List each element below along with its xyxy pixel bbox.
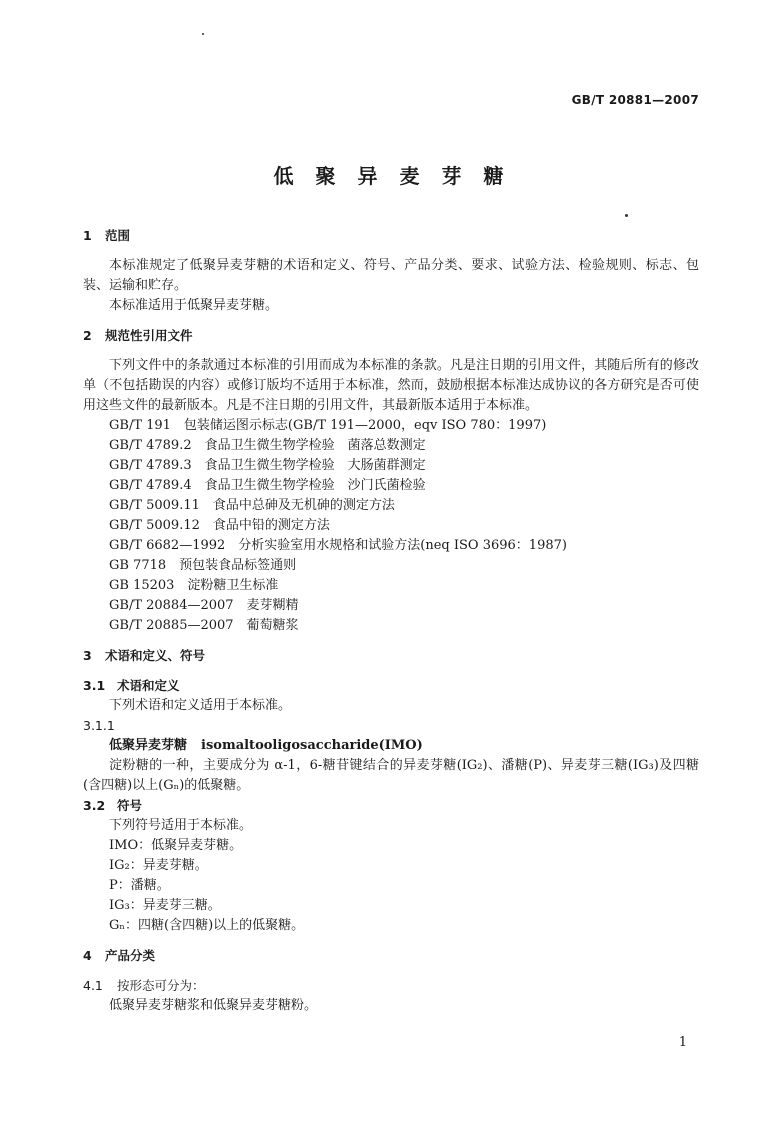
- subsection-title: 按形态可分为：: [117, 978, 205, 993]
- reference-item: GB/T 20884—2007 麦芽糊精: [109, 598, 299, 613]
- paragraph: 低聚异麦芽糖浆和低聚异麦芽糖粉。: [109, 998, 318, 1013]
- reference-item: GB/T 4789.2 食品卫生微生物学检验 菌落总数测定: [109, 438, 426, 453]
- subsection-number: 4.1: [83, 978, 103, 993]
- subsection-title: 术语和定义: [117, 678, 180, 693]
- section-title: 产品分类: [105, 948, 156, 963]
- symbol-list: [83, 836, 699, 936]
- scan-speck: [625, 214, 628, 217]
- reference-item: GB 15203 淀粉糖卫生标准: [109, 578, 279, 593]
- paragraph: 下列文件中的条款通过本标准的引用而成为本标准的条款。凡是注日期的引用文件，其随后所有的修改单（不包括勘误的内容）或修订版均不适用于本标准，然而，鼓励根据本标准达成协议的各方研究是否可使用这些文件的最新版本。凡是不注日期的引用文件，其最新版本适用于本标准。: [83, 358, 699, 413]
- document-title: 低聚异麦芽糖: [273, 164, 526, 188]
- section-title: 术语和定义、符号: [105, 648, 206, 663]
- symbol-item: Gₙ：四糖(含四糖)以上的低聚糖。: [109, 918, 305, 933]
- section-title: 范围: [105, 228, 131, 243]
- subsection-title: 符号: [117, 798, 143, 813]
- page-number: 1: [678, 1035, 687, 1050]
- reference-list: [83, 416, 699, 636]
- paragraph: 下列符号适用于本标准。: [109, 818, 253, 833]
- reference-item: GB/T 5009.12 食品中铅的测定方法: [109, 518, 330, 533]
- section-number: 2: [83, 328, 92, 343]
- reference-item: GB/T 5009.11 食品中总砷及无机砷的测定方法: [109, 498, 395, 513]
- section-3-heading: [83, 646, 699, 666]
- subsection-3-1-heading: [83, 676, 699, 696]
- term-entry: [83, 736, 699, 756]
- subsection-3-2-heading: [83, 796, 699, 816]
- reference-item: GB/T 4789.4 食品卫生微生物学检验 沙门氏菌检验: [109, 478, 426, 493]
- paragraph: 本标准适用于低聚异麦芽糖。: [109, 298, 279, 313]
- section-number: 4: [83, 948, 92, 963]
- section-number: 1: [83, 228, 92, 243]
- term-chinese: 低聚异麦芽糖: [109, 738, 188, 753]
- symbol-item: P：潘糖。: [109, 878, 170, 893]
- subsection-number: 3.1: [83, 678, 106, 693]
- term-definition: 淀粉糖的一种，主要成分为 α-1，6-糖苷键结合的异麦芽糖(IG₂)、潘糖(P)、异麦芽三糖(IG₃)及四糖(含四糖)以上(Gₙ)的低聚糖。: [83, 758, 699, 793]
- symbol-item: IG₃：异麦芽三糖。: [109, 898, 221, 913]
- reference-item: GB/T 191 包装储运图示标志(GB/T 191—2000，eqv ISO 780：1997): [109, 418, 547, 433]
- symbol-item: IMO：低聚异麦芽糖。: [109, 838, 243, 853]
- scan-speck: [202, 33, 204, 35]
- reference-item: GB 7718 预包装食品标签通则: [109, 558, 297, 573]
- reference-item: GB/T 4789.3 食品卫生微生物学检验 大肠菌群测定: [109, 458, 426, 473]
- section-title: 规范性引用文件: [105, 328, 193, 343]
- standard-code: GB/T 20881—2007: [571, 93, 699, 107]
- reference-item: GB/T 6682—1992 分析实验室用水规格和试验方法(neq ISO 3696：1987): [109, 538, 567, 553]
- section-number: 3: [83, 648, 92, 663]
- reference-item: GB/T 20885—2007 葡萄糖浆: [109, 618, 299, 633]
- symbol-item: IG₂：异麦芽糖。: [109, 858, 208, 873]
- clause-3-1-1-number: 3.1.1: [83, 718, 115, 733]
- term-english: isomaltooligosaccharide(IMO): [201, 738, 423, 753]
- subsection-4-1-heading: [83, 976, 699, 996]
- section-2-heading: [83, 326, 699, 346]
- document-body: [83, 226, 699, 1016]
- section-4-heading: [83, 946, 699, 966]
- paragraph: 本标准规定了低聚异麦芽糖的术语和定义、符号、产品分类、要求、试验方法、检验规则、标志、包装、运输和贮存。: [83, 258, 699, 293]
- section-1-heading: [83, 226, 699, 246]
- paragraph: 下列术语和定义适用于本标准。: [109, 698, 292, 713]
- subsection-number: 3.2: [83, 798, 106, 813]
